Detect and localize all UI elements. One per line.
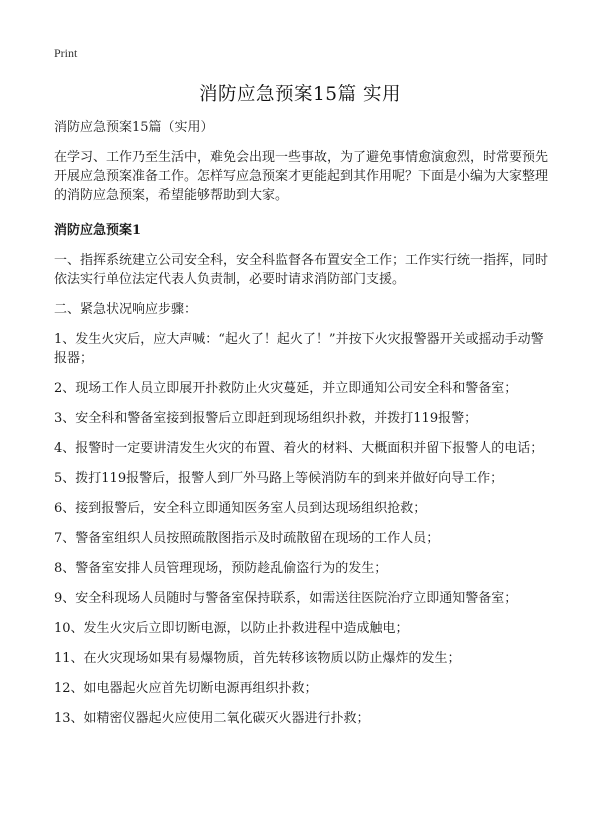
list-item: 7、警备室组织人员按照疏散图指示及时疏散留在现场的工作人员；: [54, 531, 440, 546]
list-item: 4、报警时一定要讲清发生火灾的布置、着火的材料、大概面积并留下报警人的电话；: [54, 441, 544, 456]
intro-paragraph: 在学习、工作乃至生活中，难免会出现一些事故，为了避免事情愈演愈烈，时常要预先开展应急预案准备工作。怎样写应急预案才更能起到其作用呢？下面是小编为大家整理的消防应急预案，希望能够帮助到大家。: [54, 150, 549, 203]
document-title: 消防应急预案15篇 实用: [199, 84, 401, 105]
section-heading: 消防应急预案1: [54, 223, 142, 238]
list-item: 3、安全科和警备室接到报警后立即赶到现场组织扑救，并拨打119报警；: [54, 411, 478, 426]
response-steps-list: [54, 330, 550, 728]
list-item: 6、接到报警后，安全科立即通知医务室人员到达现场组织抢救；: [54, 501, 427, 516]
list-item: 2、现场工作人员立即展开扑救防止火灾蔓延，并立即通知公司安全科和警备室；: [54, 381, 518, 396]
list-item: 8、警备室安排人员管理现场，预防趁乱偷盗行为的发生；: [54, 561, 388, 576]
document-subtitle: 消防应急预案15篇（实用）: [54, 120, 214, 135]
list-item: 9、安全科现场人员随时与警备室保持联系，如需送往医院治疗立即通知警备室；: [54, 591, 518, 606]
list-item: 12、如电器起火应首先切断电源再组织扑救；: [54, 681, 318, 696]
response-steps-heading: 二、紧急状况响应步骤：: [54, 302, 198, 317]
command-system-paragraph: 一、指挥系统建立公司安全科，安全科监督各布置安全工作；工作实行统一指挥，同时依法实行单位法定代表人负责制，必要时请求消防部门支援。: [54, 253, 549, 287]
document-body: [54, 118, 550, 739]
list-item: 13、如精密仪器起火应使用二氧化碳灭火器进行扑救；: [54, 711, 370, 726]
list-item: 5、拨打119报警后，报警人到厂外马路上等候消防车的到来并做好向导工作；: [54, 471, 504, 486]
list-item: 1、发生火灾后，应大声喊：“起火了！起火了！”并按下火灾报警器开关或摇动手动警报器；: [54, 332, 544, 366]
print-label: Print: [54, 46, 78, 60]
list-item: 11、在火灾现场如果有易爆物质，首先转移该物质以防止爆炸的发生；: [54, 651, 461, 666]
list-item: 10、发生火灾后立即切断电源，以防止扑救进程中造成触电；: [54, 621, 409, 636]
